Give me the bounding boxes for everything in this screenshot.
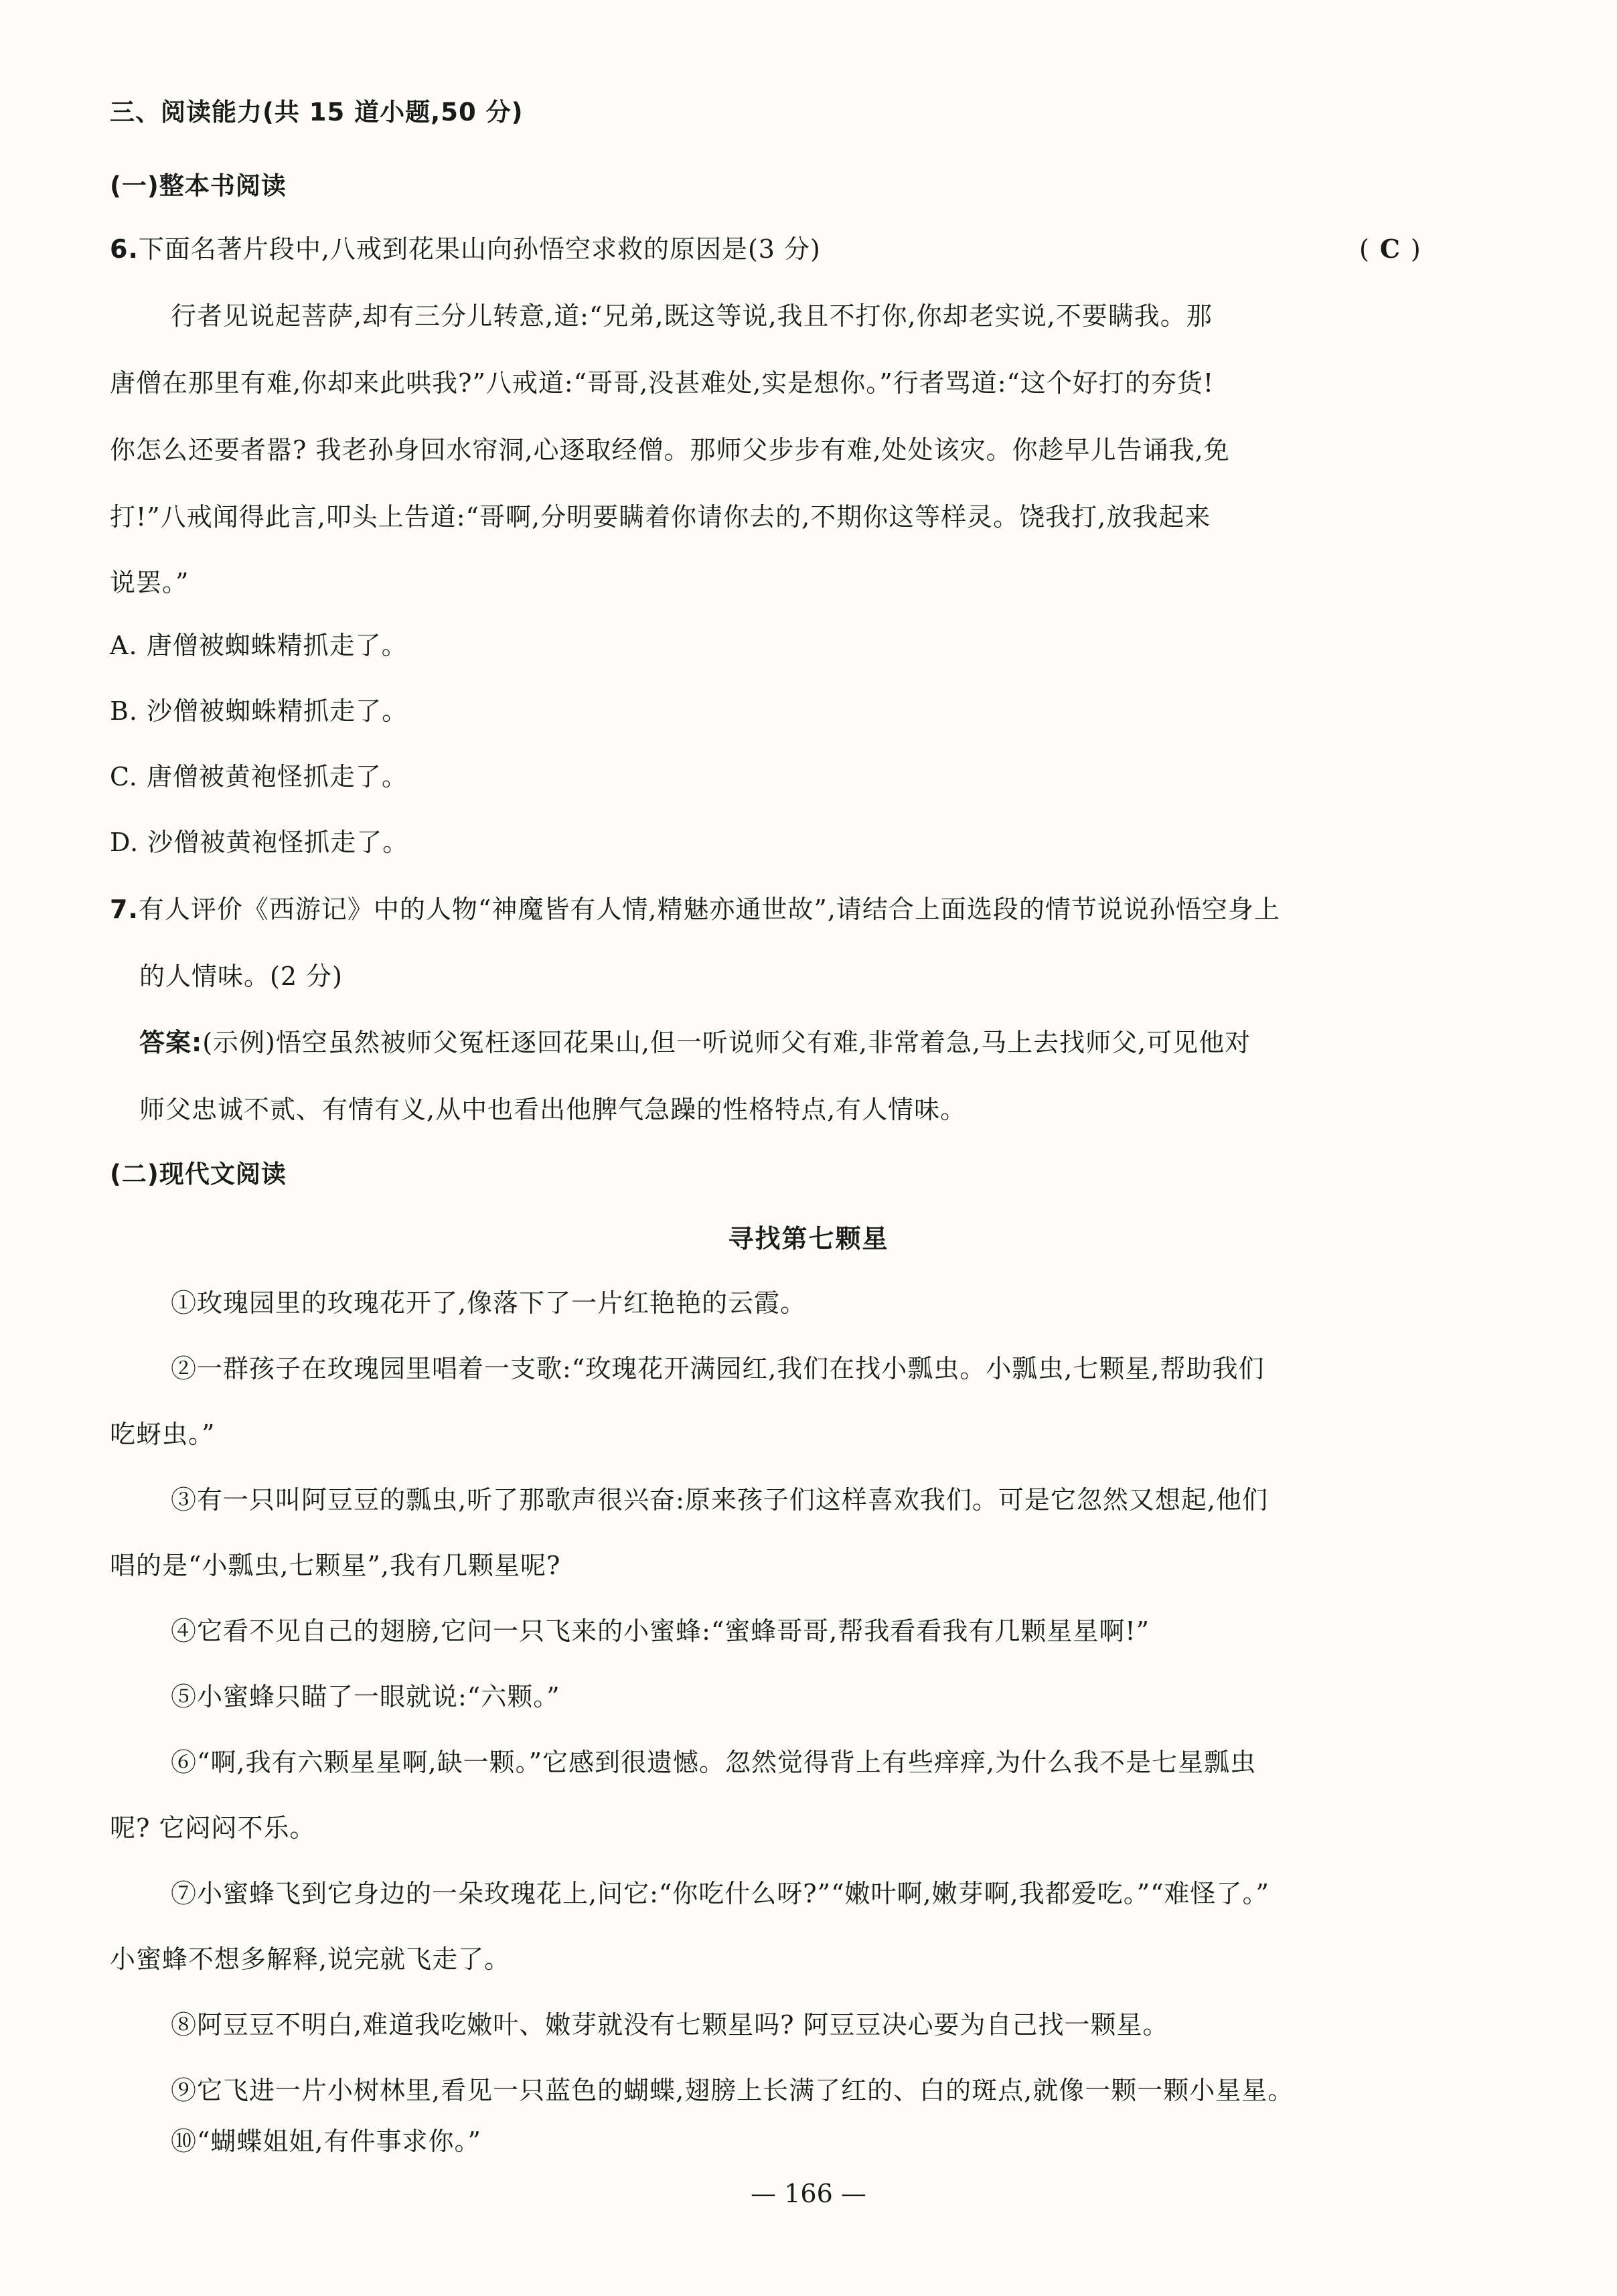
answer-close-paren: ) xyxy=(1410,234,1421,264)
article-line: ⑦小蜜蜂飞到它身边的一朵玫瑰花上,问它:“你吃什么呀?”“嫩叶啊,嫩芽啊,我都爱吃。”“难怪了。” xyxy=(171,1879,1269,1908)
question-6-text: 下面名著片段中,八戒到花果山向孙悟空求救的原因是(3 分) xyxy=(138,234,821,264)
question-7-stem-cont: 的人情味。(2 分) xyxy=(139,962,343,991)
answer-text: (示例)悟空虽然被师父冤枉逐回花果山,但一听说师父有难,非常着急,马上去找师父,可见他对 xyxy=(202,1028,1251,1057)
article-line: ⑧阿豆豆不明白,难道我吃嫩叶、嫩芽就没有七颗星吗? 阿豆豆决心要为自己找一颗星。 xyxy=(171,2010,1169,2040)
article-line: ⑥“啊,我有六颗星星啊,缺一颗。”它感到很遗憾。忽然觉得背上有些痒痒,为什么我不是七星瓢虫 xyxy=(171,1748,1257,1777)
article-line: ④它看不见自己的翅膀,它问一只飞来的小蜜蜂:“蜜蜂哥哥,帮我看看我有几颗星星啊!” xyxy=(171,1616,1150,1646)
answer-label: 答案: xyxy=(139,1028,203,1057)
section-heading: 三、阅读能力(共 15 道小题,50 分) xyxy=(110,98,524,127)
article-line: ⑤小蜜蜂只瞄了一眼就说:“六颗。” xyxy=(171,1682,560,1711)
question-7-number: 7. xyxy=(110,895,139,924)
question-6-number: 6. xyxy=(110,234,139,264)
passage-line: 打!”八戒闻得此言,叩头上告道:“哥啊,分明要瞒着你请你去的,不期你这等样灵。饶我打,放我起来 xyxy=(110,502,1211,532)
option-a: A. 唐僧被蜘蛛精抓走了。 xyxy=(110,631,408,660)
answer-text-cont: 师父忠诚不贰、有情有义,从中也看出他脾气急躁的性格特点,有人情味。 xyxy=(139,1095,967,1124)
question-6-stem xyxy=(110,233,821,265)
article-line: 唱的是“小瓢虫,七颗星”,我有几颗星呢? xyxy=(110,1551,561,1580)
question-7-answer xyxy=(139,1026,1251,1059)
question-7-text: 有人评价《西游记》中的人物“神魔皆有人情,精魅亦通世故”,请结合上面选段的情节说说孙悟空身上 xyxy=(138,895,1280,924)
passage-line: 你怎么还要者嚣? 我老孙身回水帘洞,心逐取经僧。那师父步步有难,处处该灾。你趁早儿告诵我,免 xyxy=(110,435,1230,465)
article-line: 吃蚜虫。” xyxy=(110,1420,216,1449)
article-line: ⑩“蝴蝶姐姐,有件事求你。” xyxy=(171,2127,481,2156)
passage-line: 行者见说起菩萨,却有三分儿转意,道:“兄弟,既这等说,我且不打你,你却老实说,不要瞒我。那 xyxy=(171,301,1213,331)
option-c: C. 唐僧被黄袍怪抓走了。 xyxy=(110,762,408,791)
article-line: 小蜜蜂不想多解释,说完就飞走了。 xyxy=(110,1944,511,1974)
article-line: 呢? 它闷闷不乐。 xyxy=(110,1813,316,1843)
subsection-heading-whole-book: (一)整本书阅读 xyxy=(110,171,287,200)
passage-line: 唐僧在那里有难,你却来此哄我?”八戒道:“哥哥,没甚难处,实是想你。”行者骂道:“这个好打的夯货! xyxy=(110,368,1215,398)
page-number: — 166 — xyxy=(751,2179,866,2208)
article-line: ⑨它飞进一片小树林里,看见一只蓝色的蝴蝶,翅膀上长满了红的、白的斑点,就像一颗一颗小星星。 xyxy=(171,2076,1294,2105)
article-title: 寻找第七颗星 xyxy=(728,1224,889,1253)
subsection-heading-modern-text: (二)现代文阅读 xyxy=(110,1160,287,1189)
question-7-stem xyxy=(110,893,1280,925)
article-line: ②一群孩子在玫瑰园里唱着一支歌:“玫瑰花开满园红,我们在找小瓢虫。小瓢虫,七颗星,帮助我们 xyxy=(171,1354,1265,1383)
question-6-answer: C xyxy=(1379,234,1400,264)
answer-open-paren: ( xyxy=(1359,234,1369,264)
option-d: D. 沙僧被黄袍怪抓走了。 xyxy=(110,828,409,857)
option-b: B. 沙僧被蜘蛛精抓走了。 xyxy=(110,696,408,726)
article-line: ①玫瑰园里的玫瑰花开了,像落下了一片红艳艳的云霞。 xyxy=(171,1288,807,1318)
passage-line: 说罢。” xyxy=(110,568,189,597)
question-6-answer-bracket xyxy=(1359,233,1421,265)
article-line: ③有一只叫阿豆豆的瓢虫,听了那歌声很兴奋:原来孩子们这样喜欢我们。可是它忽然又想起,他们 xyxy=(171,1485,1268,1515)
